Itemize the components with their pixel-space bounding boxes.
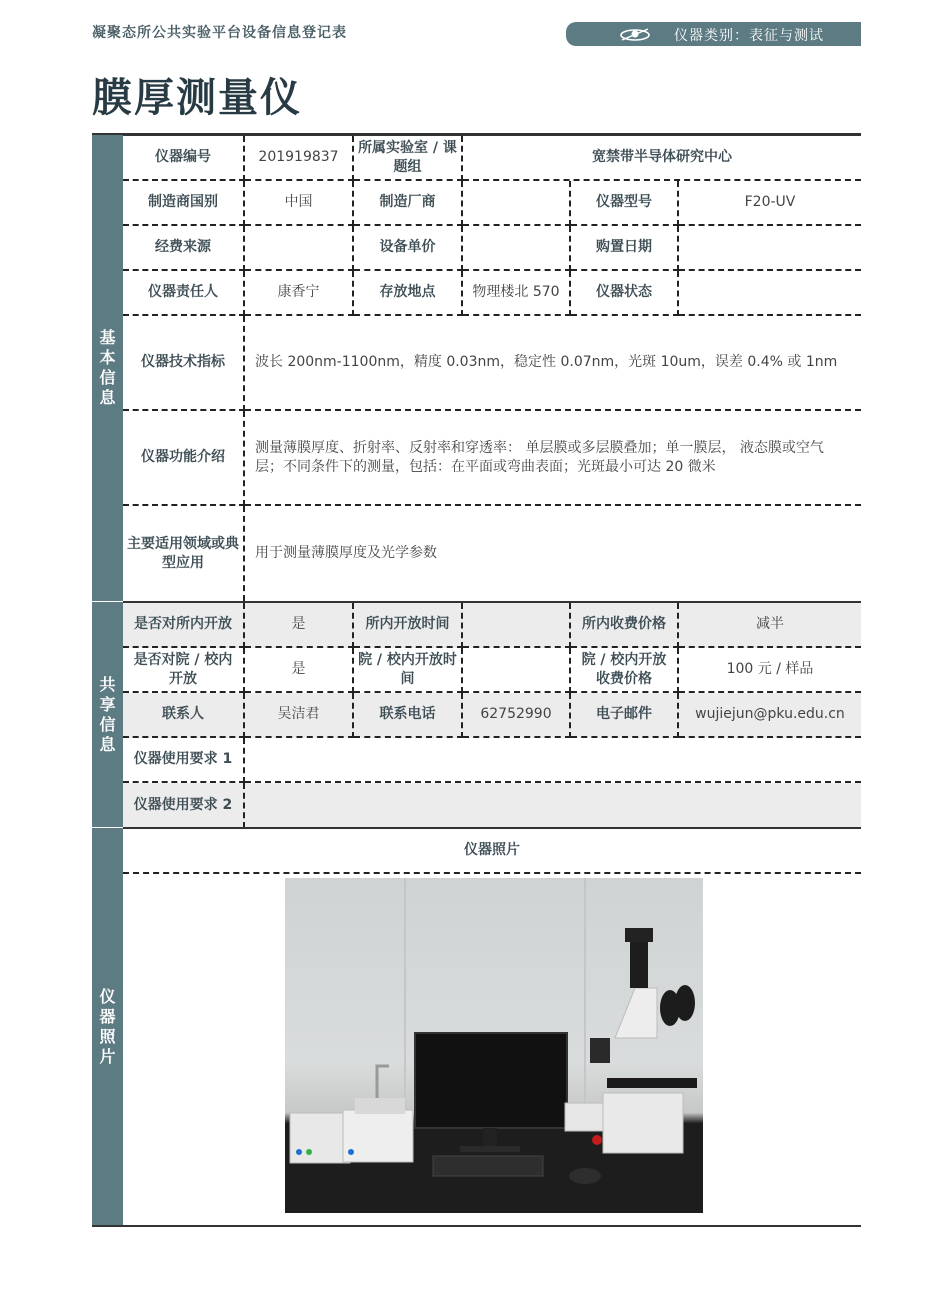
spec-label: 仪器技术指标 [123, 316, 245, 411]
campus-time-value [463, 648, 571, 693]
country-label: 制造商国别 [123, 181, 245, 226]
id-value: 201919837 [245, 136, 354, 181]
campus-fee-label: 院 / 校内开放收费价格 [571, 648, 679, 693]
price-label: 设备单价 [354, 226, 463, 271]
inst-fee-value: 减半 [679, 603, 861, 648]
section-share: 共享信息 [92, 602, 123, 827]
req2-label: 仪器使用要求 2 [123, 783, 245, 828]
maker-value [463, 181, 571, 226]
price-value [463, 226, 571, 271]
section-photo: 仪器照片 [92, 828, 123, 1226]
id-label: 仪器编号 [123, 136, 245, 181]
contact-value: 吴洁君 [245, 693, 354, 738]
func-label: 仪器功能介绍 [123, 411, 245, 506]
inst-open-value: 是 [245, 603, 354, 648]
req1-value [245, 738, 861, 783]
model-value: F20-UV [679, 181, 861, 226]
category-banner [566, 22, 861, 46]
inst-time-value [463, 603, 571, 648]
app-value: 用于测量薄膜厚度及光学参数 [255, 545, 437, 561]
phone-value: 62752990 [463, 693, 571, 738]
page-title: 膜厚测量仪 [92, 75, 302, 121]
photo-heading: 仪器照片 [123, 829, 861, 874]
lab-value: 宽禁带半导体研究中心 [463, 136, 861, 181]
fund-value [245, 226, 354, 271]
req1-label: 仪器使用要求 1 [123, 738, 245, 783]
spec-value: 波长 200nm-1100nm，精度 0.03nm，稳定性 0.07nm，光斑 10um，误差 0.4% 或 1nm [245, 316, 861, 411]
owner-value: 康香宁 [245, 271, 354, 316]
fund-label: 经费来源 [123, 226, 245, 271]
email-value: wujiejun@pku.edu.cn [679, 693, 861, 738]
location-label: 存放地点 [354, 271, 463, 316]
instrument-photo-illustration [285, 878, 703, 1213]
institute-logo-icon [618, 24, 652, 44]
maker-label: 制造厂商 [354, 181, 463, 226]
category-label: 仪器类别：表征与测试 [674, 28, 824, 44]
location-value: 物理楼北 570 [463, 271, 571, 316]
status-label: 仪器状态 [571, 271, 679, 316]
model-label: 仪器型号 [571, 181, 679, 226]
date-value [679, 226, 861, 271]
campus-time-label: 院 / 校内开放时间 [354, 648, 463, 693]
func-value: 测量薄膜厚度、折射率、反射率和穿透率： 单层膜或多层膜叠加；单一膜层， 液态膜或空气层；不同条件下的测量，包括：在平面或弯曲表面；光斑最小可达 20 微米 [245, 411, 861, 506]
email-label: 电子邮件 [571, 693, 679, 738]
country-value: 中国 [245, 181, 354, 226]
status-value [679, 271, 861, 316]
campus-open-value: 是 [245, 648, 354, 693]
document-header-title: 凝聚态所公共实验平台设备信息登记表 [92, 25, 347, 41]
inst-open-label: 是否对所内开放 [123, 603, 245, 648]
lab-label: 所属实验室 / 课题组 [354, 136, 463, 181]
instrument-photo [285, 878, 703, 1213]
phone-label: 联系电话 [354, 693, 463, 738]
campus-fee-value: 100 元 / 样品 [679, 648, 861, 693]
owner-label: 仪器责任人 [123, 271, 245, 316]
app-label: 主要适用领域或典型应用 [123, 506, 245, 601]
inst-time-label: 所内开放时间 [354, 603, 463, 648]
campus-open-label: 是否对院 / 校内开放 [123, 648, 245, 693]
section-basic: 基本信息 [92, 135, 123, 601]
bottom-rule [92, 1225, 861, 1227]
contact-label: 联系人 [123, 693, 245, 738]
date-label: 购置日期 [571, 226, 679, 271]
inst-fee-label: 所内收费价格 [571, 603, 679, 648]
basic-info-table [123, 136, 861, 601]
share-info-table [123, 601, 861, 828]
photo-table [123, 827, 861, 874]
req2-value [245, 783, 861, 828]
